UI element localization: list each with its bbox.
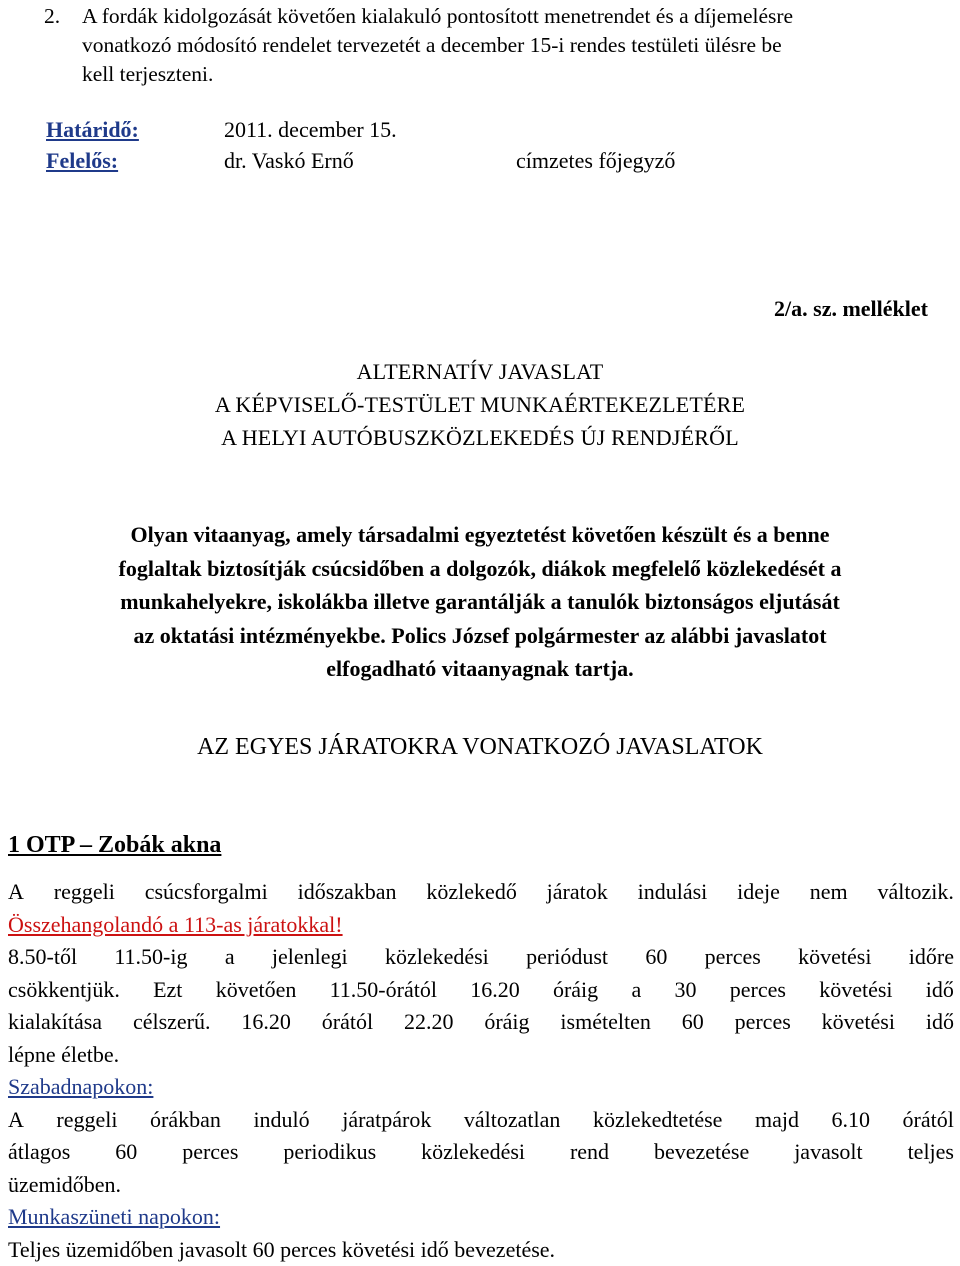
- schedule-line: csökkentjük. Ezt követően 11.50-órától 16.20 óráig a 30 perces követési idő: [8, 976, 954, 1002]
- morning-line: A reggeli csúcsforgalmi időszakban közlekedő járatok indulási ideje nem változik.: [8, 879, 954, 904]
- intro-line: elfogadható vitaanyagnak tartja.: [326, 656, 634, 681]
- list-item-line: kell terjeszteni.: [82, 62, 214, 86]
- schedule-last-line: lépne életbe.: [8, 1041, 120, 1067]
- heading-line-1: ALTERNATÍV JAVASLAT: [356, 359, 604, 384]
- responsible-role: címzetes főjegyző: [516, 148, 676, 173]
- heading-line-3: A HELYI AUTÓBUSZKÖZLEKEDÉS ÚJ RENDJÉRŐL: [221, 425, 739, 450]
- route-title: 1 OTP – Zobák akna: [8, 832, 222, 858]
- intro-line: az oktatási intézményekbe. Polics József polgármester az alábbi javaslatot: [133, 622, 827, 648]
- holiday-label: Munkaszüneti napokon:: [8, 1204, 221, 1229]
- responsible-label: Felelős:: [46, 148, 119, 173]
- route-body: [8, 876, 954, 1266]
- responsible-row: [0, 146, 960, 176]
- saturday-label: Szabadnapokon:: [8, 1074, 154, 1099]
- schedule-line: 8.50-től 11.50-ig a jelenlegi közlekedési periódust 60 perces követési időre: [8, 944, 954, 969]
- coordinate-note: Összehangolandó a 113-as járatokkal!: [8, 911, 343, 937]
- intro-line: Olyan vitaanyag, amely társadalmi egyeztetést követően készült és a benne: [130, 522, 830, 547]
- saturday-last-line: üzemidőben.: [8, 1171, 122, 1197]
- list-item-line: A fordák kidolgozását követően kialakuló pontosított menetrendet és a díjemelésre: [82, 4, 794, 28]
- deadline-row: [0, 115, 960, 145]
- heading-line-2: A KÉPVISELŐ-TESTÜLET MUNKAÉRTEKEZLETÉRE: [214, 392, 746, 417]
- saturday-line: A reggeli órákban induló járatpárok változatlan közlekedtetése majd 6.10 órától: [8, 1106, 954, 1132]
- list-item-line: vonatkozó módosító rendelet tervezetét a december 15-i rendes testületi ülésre be: [82, 33, 782, 57]
- section-title: AZ EGYES JÁRATOKRA VONATKOZÓ JAVASLATOK: [197, 734, 763, 760]
- attachment-label: 2/a. sz. melléklet: [774, 296, 928, 321]
- deadline-label: Határidő:: [46, 117, 139, 142]
- deadline-value: 2011. december 15.: [224, 117, 397, 142]
- schedule-line: kialakítása célszerű. 16.20 órától 22.20 óráig ismételten 60 perces követési idő: [8, 1009, 954, 1034]
- list-item-number: 2.: [44, 4, 61, 28]
- intro-line: munkahelyekre, iskolákba illetve garantálják a tanulók biztonságos eljutását: [120, 589, 840, 614]
- intro-line: foglaltak biztosítják csúcsidőben a dolgozók, diákok megfelelő közlekedését a: [118, 555, 842, 581]
- saturday-line: átlagos 60 perces periodikus közlekedési rend bevezetése javasolt teljes: [8, 1139, 954, 1164]
- holiday-text: Teljes üzemidőben javasolt 60 perces követési idő bevezetése.: [8, 1236, 556, 1262]
- intro-paragraph: [0, 518, 960, 686]
- responsible-name: dr. Vaskó Ernő: [224, 148, 354, 173]
